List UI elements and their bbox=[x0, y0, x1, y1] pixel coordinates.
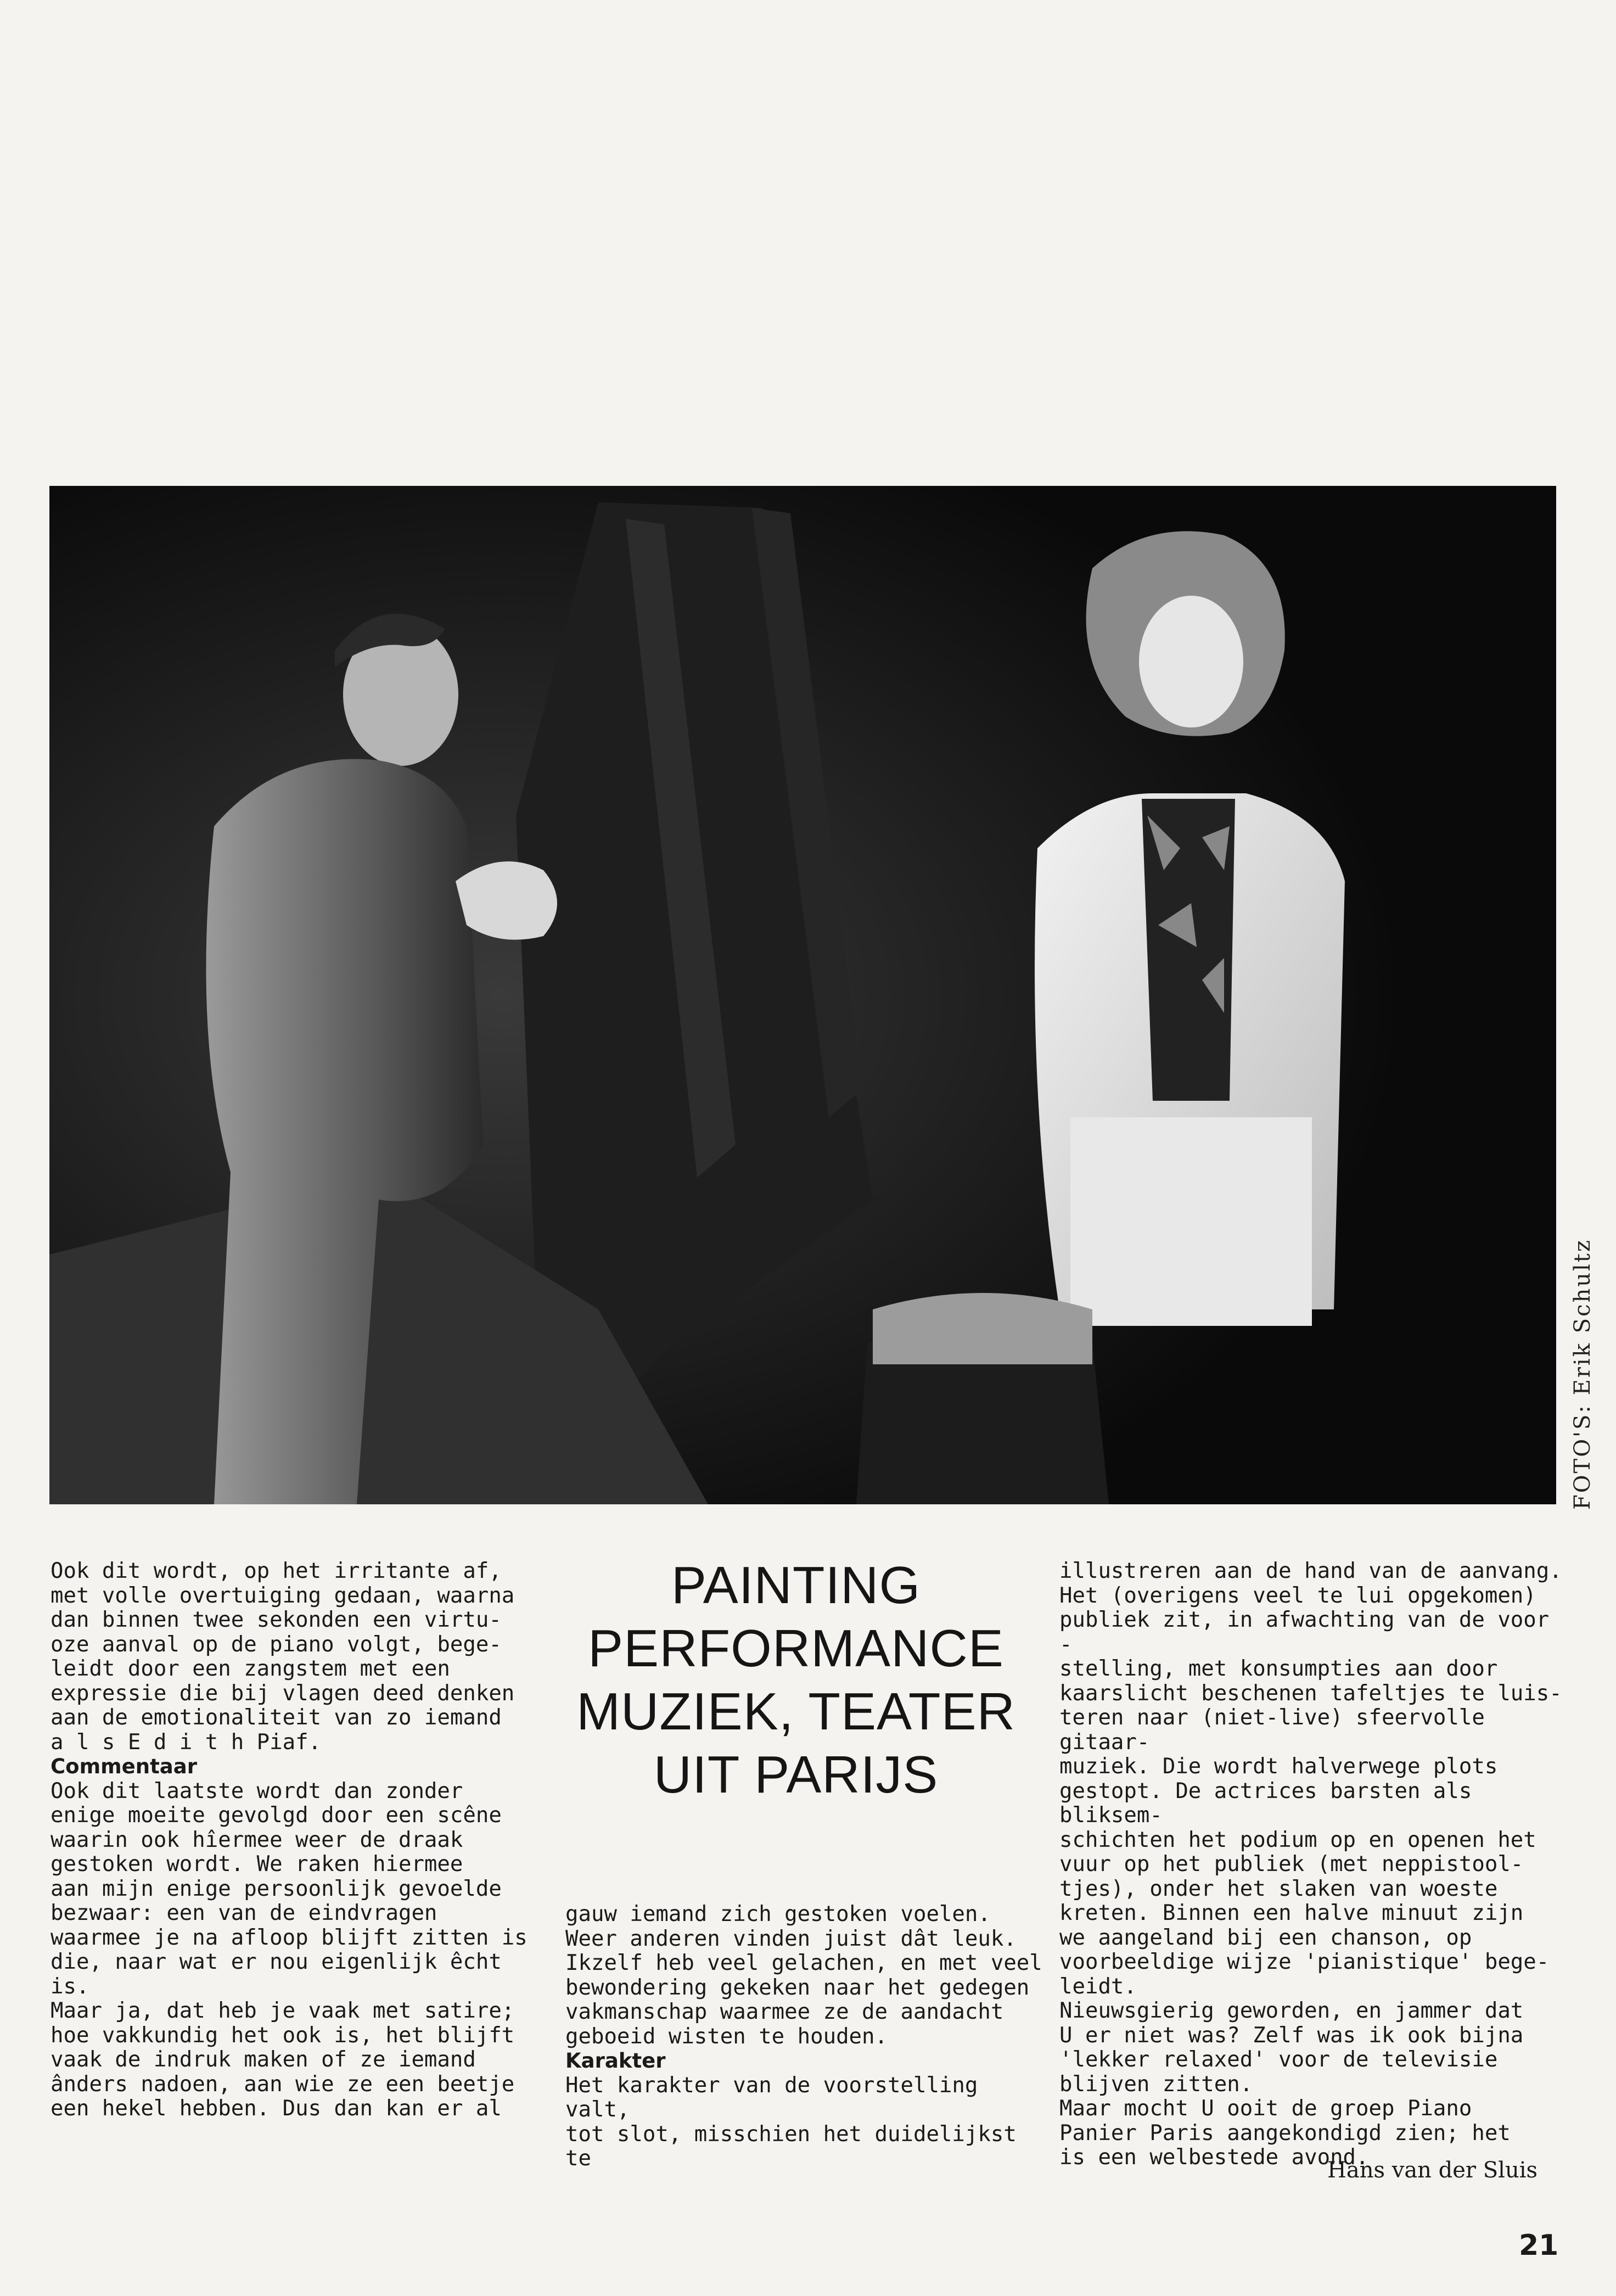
article-paragraph: illustreren aan de hand van de aanvang. Het (overigens veel te lui opgekomen) publiek zit, in afwachting van de voor - stelling, met konsumpties aan door kaarslicht beschenen tafeltjes te luis- teren naar (niet-live) sfeervolle gitaar- muziek. Die wordt halverwege plots gestopt. De actrices barsten als bliksem- schichten het podium op en openen het vuur op het publiek (met neppistool- tjes), onder het slaken van woeste kreten. Binnen een halve minuut zijn we aangeland bij een chanson, op voorbeeldige wijze 'pianistique' bege- leidt. Nieuwsgierig geworden, en jammer dat U er niet was? Zelf was ik ook bijna 'lekker relaxed' voor de televisie blijven zitten. Maar mocht U ooit de groep Piano Panier Paris aangekondigd zien; het is een welbestede avond. bbox=[1059, 1559, 1562, 2170]
article-paragraph: Ook dit wordt, op het irritante af, met volle overtuiging gedaan, waarna dan binnen twee sekonden een virtu- oze aanval op de piano volgt, bege- leidt door een zangstem met een expressie die bij vlagen deed denken aan de emotionaliteit van zo iemand a l s E d i t h Piaf. bbox=[50, 1559, 515, 1755]
stage-photo bbox=[49, 486, 1556, 1504]
page-number: 21 bbox=[1519, 2229, 1559, 2262]
article-paragraph: gauw iemand zich gestoken voelen. Weer anderen vinden juist dât leuk. Ikzelf heb veel gelachen, en met veel bewondering gekeken naar het gedegen vakmanschap waarmee ze de aandacht geboeid wisten te houden. bbox=[565, 1902, 1042, 2049]
section-heading-karakter: Karakter bbox=[565, 2049, 666, 2073]
author-signature: Hans van der Sluis bbox=[1327, 2158, 1538, 2183]
article-headline bbox=[554, 1554, 1037, 1806]
headline-line: UIT PARIJS bbox=[653, 1745, 939, 1804]
article-paragraph: Het karakter van de voorstelling valt, tot slot, misschien het duidelijkst te bbox=[565, 2073, 1017, 2171]
article-paragraph: Ook dit laatste wordt dan zonder enige moeite gevolgd door een scêne waarin ook hîermee weer de draak gestoken wordt. We raken hiermee aan mijn enige persoonlijk gevoelde bezwaar: een van de eindvragen waarmee je na afloop blijft zitten is die, naar wat er nou eigenlijk êcht is. Maar ja, dat heb je vaak met satire; hoe vakkundig het ook is, het blijft vaak de indruk maken of ze iemand ânders nadoen, aan wie ze een beetje een hekel hebben. Dus dan kan er al bbox=[50, 1778, 528, 2121]
photo-credit: FOTO'S: Erik Schultz bbox=[1570, 1239, 1595, 1510]
article-column-3 bbox=[1059, 1559, 1564, 2170]
section-heading-commentaar: Commentaar bbox=[50, 1755, 197, 1778]
headline-line: MUZIEK, TEATER bbox=[576, 1682, 1015, 1741]
article-column-2 bbox=[565, 1902, 1054, 2171]
headline-line: PERFORMANCE bbox=[588, 1619, 1004, 1678]
article-column-1 bbox=[50, 1559, 528, 2121]
stage-photo-drawing bbox=[49, 486, 1556, 1504]
headline-line: PAINTING bbox=[671, 1556, 921, 1615]
